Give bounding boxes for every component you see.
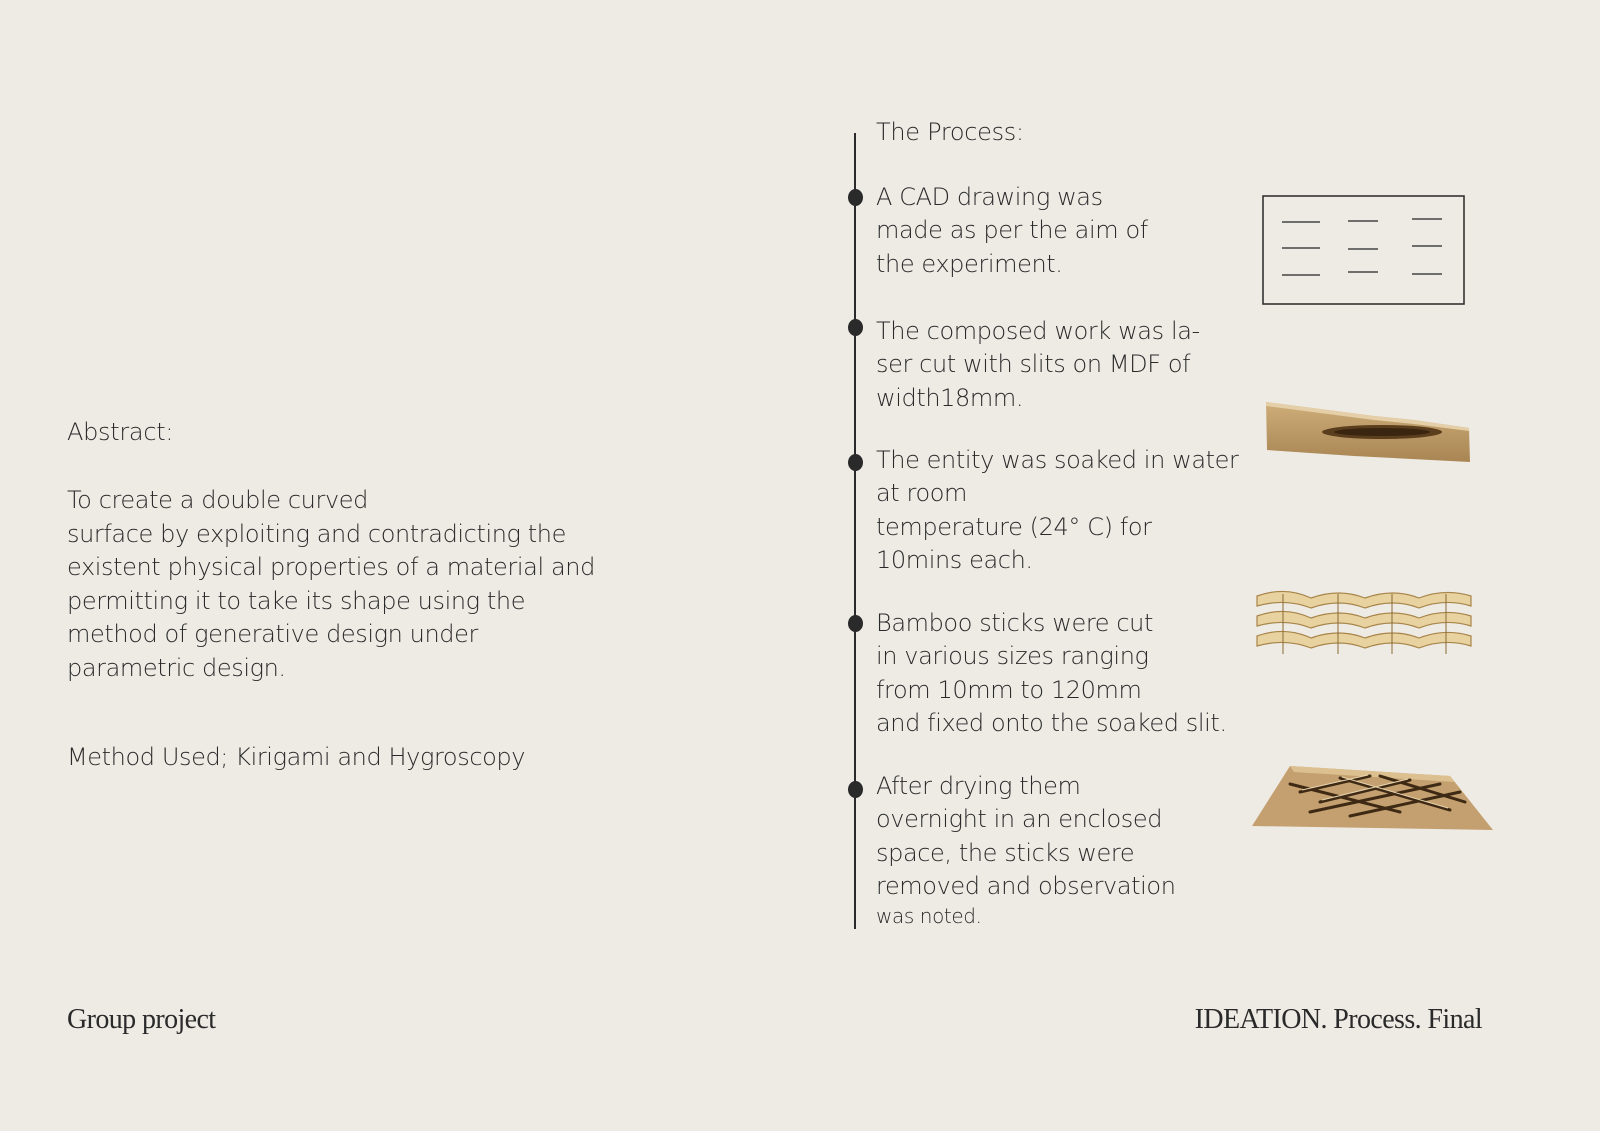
step-line: was noted. (876, 903, 982, 928)
abstract-text (67, 484, 607, 685)
bamboo-lattice-image (1255, 584, 1473, 664)
process-step (876, 315, 1200, 415)
process-step (876, 444, 1239, 578)
step-line: A CAD drawing was (876, 183, 1103, 211)
timeline-line (854, 133, 856, 929)
step-line: at room (876, 479, 968, 508)
step-line: and fixed onto the soaked slit. (876, 709, 1227, 738)
step-line: After drying them (876, 772, 1081, 800)
step-line: space, the sticks were (876, 838, 1135, 867)
step-line: overnight in an enclosed (876, 805, 1163, 834)
step-line: in various sizes ranging (876, 642, 1149, 671)
abstract-line: surface by exploiting and contradicting the (67, 519, 566, 548)
step-line: 10mins each. (876, 546, 1033, 575)
method-used: Method Used; Kirigami and Hygroscopy (67, 743, 526, 771)
step-line: width18mm. (876, 383, 1024, 412)
footer-project-label: Group project (67, 1004, 216, 1035)
timeline-dot (848, 615, 863, 632)
timeline-dot (848, 781, 863, 798)
process-step (876, 607, 1227, 741)
step-line: The entity was soaked in water (876, 446, 1239, 474)
abstract-title: Abstract: (67, 418, 174, 446)
process-step (876, 181, 1148, 281)
laser-cut-mdf-image (1264, 398, 1472, 464)
abstract-line: method of generative design under (67, 620, 478, 648)
dried-surface-image (1250, 762, 1494, 834)
process-title: The Process: (876, 118, 1024, 146)
abstract-line: parametric design. (67, 653, 286, 682)
step-line: removed and observation (876, 872, 1176, 901)
abstract-line: existent physical properties of a material and (67, 553, 595, 581)
timeline-dot (848, 189, 863, 206)
cad-drawing-image (1262, 195, 1466, 307)
step-line: made as per the aim of (876, 216, 1148, 245)
step-line: Bamboo sticks were cut (876, 609, 1153, 637)
timeline-dot (848, 319, 863, 336)
process-step (876, 770, 1176, 928)
step-line: from 10mm to 120mm (876, 675, 1142, 704)
step-line: the experiment. (876, 249, 1063, 278)
step-line: The composed work was la- (876, 317, 1200, 345)
step-line: temperature (24° C) for (876, 512, 1152, 541)
footer-section-label: IDEATION. Process. Final (1194, 1004, 1482, 1035)
step-line: ser cut with slits on MDF of (876, 350, 1191, 379)
abstract-line: To create a double curved (67, 486, 368, 514)
abstract-line: permitting it to take its shape using the (67, 586, 526, 615)
timeline-dot (848, 454, 863, 471)
